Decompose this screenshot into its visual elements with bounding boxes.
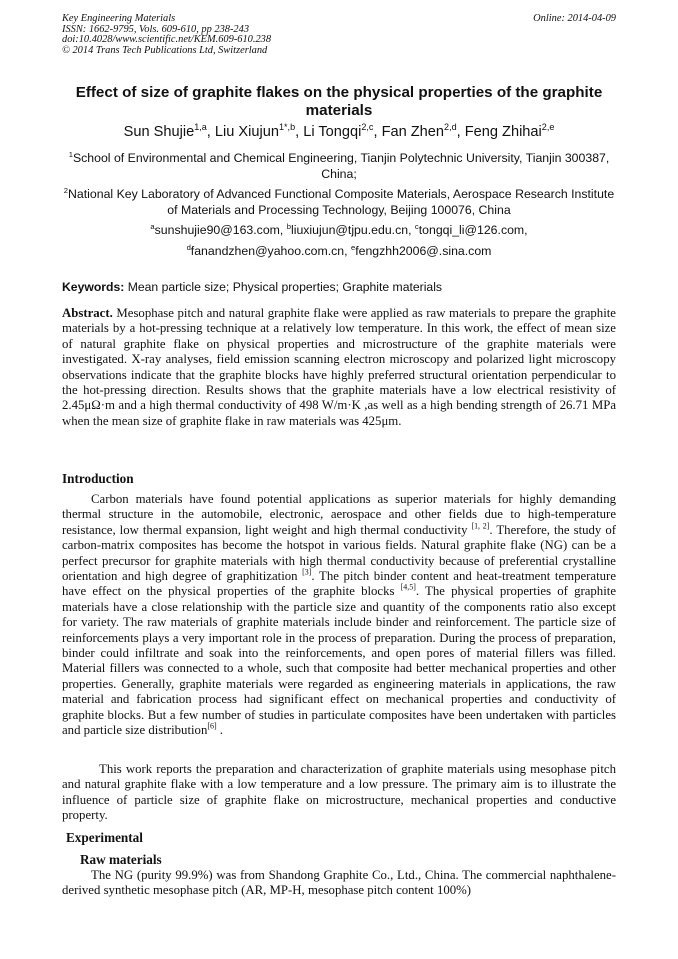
keywords-label: Keywords: bbox=[62, 280, 125, 294]
email-link[interactable]: fengzhh2006@.sina.com bbox=[355, 244, 492, 258]
email-link[interactable]: fanandzhen@yahoo.com.cn, bbox=[190, 244, 351, 258]
author: Liu Xiujun$^{1*,b}$ bbox=[214, 122, 296, 140]
citation: [1, 2] bbox=[471, 521, 490, 531]
experimental-heading: Experimental bbox=[66, 830, 143, 845]
introduction-paragraph-1: Carbon materials have found potential applications as superior materials for highly demanding thermal structure in the automobile, electronic, aerospace and other fields due to high-temperature resistance, low thermal expansion, light weight and high thermal conductivity [1, 2]. Therefore, the study of carbon-matrix composites has become the hotspot in various fields. Natural graphite flake (NG) can be a perfect precursor for graphite materials with high thermal conductivity because of preferential crystalline orientation and high degree of graphitization [3]. The pitch binder content and heat-treatment temperature have effect on the physical properties of the graphite blocks [4,5]. The physical properties of graphite materials have a close relationship with the particle size and quantity of the components ratio also except for variety. The raw materials of graphite materials include binder and reinforcement. The particle size of reinforcements plays a very important role in the process of preparation. During the process of preparation, binder could infiltrate and soak into the reinforcements, and open pores of material fillers was filled. Material fillers was connected to a whole, such that composite had better mechanical properties and other properties. Generally, graphite materials were regarded as engineering materials in applications, the raw material and fabrication process had significant effect on mechanical properties and conductivity of graphite blocks. But a few number of studies in particulate composites have been undertaken with particles and particle size distribution[6] . bbox=[62, 492, 616, 738]
journal-header bbox=[62, 14, 616, 56]
paper-title: Effect of size of graphite flakes on the physical properties of the graphite materials bbox=[75, 84, 603, 119]
citation: [3] bbox=[302, 567, 312, 577]
keywords bbox=[62, 279, 616, 295]
copyright-line: © 2014 Trans Tech Publications Ltd, Switzerland bbox=[62, 44, 268, 56]
abstract-text: Mesophase pitch and natural graphite flake were applied as raw materials to prepare the graphite materials by a hot-pressing technique at a relatively low temperature. In this work, the effect of mean size of natural graphite flake on physical properties and microstructure of the graphite materials were investigated. X-ray analyses, field emission scanning electron microscopy and polarized light microscopy observations indicate that the graphite blocks have highly preferred structural orientation perpendicular to the hot-pressing direction. Results shows that the graphite materials have a low electrical resistivity of 2.45μΩ·m and a high thermal conductivity of 498 W/m·K ,as well as a high bending strength of 26.71 MPa when the mean size of graphite flake in raw materials was 425μm. bbox=[62, 306, 616, 428]
email-link[interactable]: liuxiujun@tjpu.edu.cn, bbox=[290, 223, 415, 237]
author: Feng Zhihai$^{2,e}$ bbox=[464, 122, 555, 140]
citation: [4,5] bbox=[400, 583, 416, 593]
introduction-heading: Introduction bbox=[62, 471, 134, 486]
introduction-paragraph-2: This work reports the preparation and characterization of graphite materials using mesophase pitch and natural graphite flake with a low temperature and a low pressure. The primary aim is to illustrate the influence of particle size of graphite flake on microstructure, mechanical properties and conductive property. bbox=[62, 762, 616, 823]
online-date: Online: 2014-04-09 bbox=[533, 13, 616, 24]
email-link[interactable]: tongqi_li@126.com, bbox=[418, 223, 528, 237]
author: Li Tongqi$^{2,c}$ bbox=[303, 122, 374, 140]
affiliation-1: $^1$School of Environmental and Chemical Engineering, Tianjin Polytechnic University, Tianjin 300387, China; bbox=[68, 149, 610, 181]
affiliation-2: $^2$National Key Laboratory of Advanced Functional Composite Materials, Aerospace Research Institute of Materials and Processing Technology, Beijing 100076, China bbox=[63, 185, 615, 217]
abstract bbox=[62, 306, 616, 429]
email-link[interactable]: sunshujie90@163.com, bbox=[154, 223, 287, 237]
email-line-1: $^a$sunshujie90@163.com, $^b$liuxiujun@tjpu.edu.cn, $^c$tongqi_li@126.com, bbox=[150, 221, 528, 237]
author: Sun Shujie$^{1,a}$ bbox=[123, 122, 207, 140]
raw-materials-paragraph: The NG (purity 99.9%) was from Shandong Graphite Co., Ltd., China. The commercial naphthalene-derived synthetic mesophase pitch (AR, MP-H, mesophase pitch content 100%) bbox=[62, 868, 616, 898]
keywords-text: Mean particle size; Physical properties; Graphite materials bbox=[124, 280, 442, 294]
author-list: Sun Shujie$^{1,a}$, Liu Xiujun$^{1*,b}$, Li Tongqi$^{2,c}$, Fan Zhen$^{2,d}$, Feng Zhihai$^{2,e}$ bbox=[123, 122, 555, 140]
citation: [6] bbox=[207, 721, 217, 731]
raw-materials-heading: Raw materials bbox=[80, 852, 162, 867]
abstract-label: Abstract. bbox=[62, 306, 113, 320]
doi-line: doi:10.4028/www.scientific.net/KEM.609-610.238 bbox=[62, 34, 272, 46]
issn-line: ISSN: 1662-9795, Vols. 609-610, pp 238-243 bbox=[62, 23, 250, 35]
author: Fan Zhen$^{2,d}$ bbox=[381, 122, 457, 140]
journal-name: Key Engineering Materials bbox=[62, 13, 176, 24]
email-line-2: $^d$fanandzhen@yahoo.com.cn, $^e$fengzhh2006@.sina.com bbox=[186, 242, 492, 258]
